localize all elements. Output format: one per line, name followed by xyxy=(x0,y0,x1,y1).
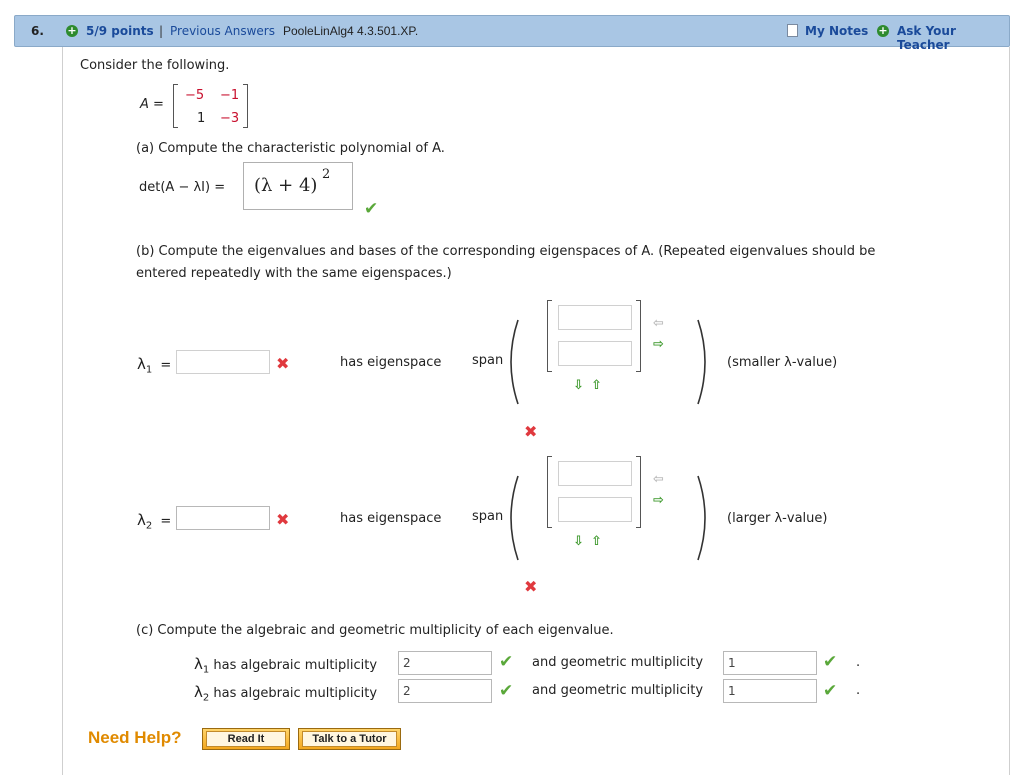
talk-tutor-button[interactable] xyxy=(298,728,401,750)
ask-teacher-link[interactable]: Ask Your Teacher xyxy=(897,24,956,52)
period: . xyxy=(856,655,861,670)
need-help-label: Need Help? xyxy=(88,728,182,747)
matrix-right-bracket xyxy=(243,84,248,128)
correct-check-icon: ✔ xyxy=(823,681,838,701)
geometric-label: and geometric multiplicity xyxy=(532,655,704,670)
remove-column-arrow-icon[interactable]: ⇦ xyxy=(653,316,664,331)
lambda-symbol: λ xyxy=(137,355,146,373)
eigenvector2-entry1-input[interactable] xyxy=(558,461,632,486)
lambda-subscript: 2 xyxy=(202,692,210,704)
remove-column-arrow-icon[interactable]: ⇦ xyxy=(653,472,664,487)
matrix-cell: 1 xyxy=(197,111,206,126)
larger-lambda-note: (larger λ-value) xyxy=(727,511,828,526)
my-notes-link[interactable]: My Notes xyxy=(805,24,869,38)
add-row-arrow-icon[interactable]: ⇩ xyxy=(573,534,584,549)
lambda-symbol: λ xyxy=(194,683,203,701)
correct-check-icon: ✔ xyxy=(499,652,514,672)
has-eigenspace-label: has eigenspace xyxy=(340,355,442,370)
right-paren-icon xyxy=(694,318,714,406)
multiplicity-row2-label xyxy=(194,683,377,704)
span-label: span xyxy=(472,353,504,368)
matrix-cell: −1 xyxy=(220,88,240,103)
lambda-subscript: 1 xyxy=(202,664,210,676)
incorrect-cross-icon: ✖ xyxy=(524,422,538,441)
lambda1-input[interactable] xyxy=(176,350,270,374)
matrix-cell: −5 xyxy=(185,88,205,103)
intro-text: Consider the following. xyxy=(80,58,230,73)
equals-sign: = xyxy=(160,358,172,373)
lambda2-label xyxy=(137,511,171,532)
question-header xyxy=(14,15,1010,52)
remove-row-arrow-icon[interactable]: ⇧ xyxy=(591,534,602,549)
right-paren-icon xyxy=(694,474,714,562)
eigenvector1-entry2-input[interactable] xyxy=(558,341,632,366)
eigenvector2-entry2-input[interactable] xyxy=(558,497,632,522)
lambda-symbol: λ xyxy=(137,511,146,529)
lambda1-algebraic-input[interactable]: 2 xyxy=(398,651,492,675)
lambda-subscript: 1 xyxy=(145,364,153,376)
part-a-prompt: (a) Compute the characteristic polynomial of A. xyxy=(136,141,445,156)
period: . xyxy=(856,683,861,698)
plus-icon[interactable]: + xyxy=(67,24,77,37)
previous-answers-link[interactable]: Previous Answers xyxy=(170,24,275,38)
answer-base: (λ + 4) xyxy=(254,175,318,196)
points-text: 5/9 points xyxy=(86,24,154,38)
geometric-label: and geometric multiplicity xyxy=(532,683,704,698)
det-label: det(A − λI) = xyxy=(139,180,226,195)
matrix-cell: −3 xyxy=(220,111,240,126)
note-icon[interactable] xyxy=(787,24,798,37)
multiplicity-row1-label xyxy=(194,655,377,676)
left-paren-icon xyxy=(502,474,522,562)
incorrect-cross-icon: ✖ xyxy=(276,510,290,529)
lambda2-input[interactable] xyxy=(176,506,270,530)
matrix-label: A = xyxy=(140,97,164,112)
correct-check-icon: ✔ xyxy=(823,652,838,672)
lambda-symbol: λ xyxy=(194,655,203,673)
incorrect-cross-icon: ✖ xyxy=(524,577,538,596)
smaller-lambda-note: (smaller λ-value) xyxy=(727,355,838,370)
correct-check-icon: ✔ xyxy=(499,681,514,701)
lambda1-geometric-input[interactable]: 1 xyxy=(723,651,817,675)
characteristic-polynomial-answer[interactable] xyxy=(243,162,353,210)
incorrect-cross-icon: ✖ xyxy=(276,354,290,373)
vector-left-bracket xyxy=(547,300,552,372)
equals-sign: = xyxy=(160,514,172,529)
lambda2-geometric-input[interactable]: 1 xyxy=(723,679,817,703)
part-c-prompt: (c) Compute the algebraic and geometric multiplicity of each eigenvalue. xyxy=(136,623,614,638)
content-left-border xyxy=(62,47,63,775)
problem-code: PooleLinAlg4 4.3.501.XP. xyxy=(283,24,419,38)
question-number: 6. xyxy=(31,24,44,38)
plus-icon[interactable]: + xyxy=(878,24,888,37)
lambda1-label xyxy=(137,355,171,376)
has-eigenspace-label: has eigenspace xyxy=(340,511,442,526)
algebraic-label: has algebraic multiplicity xyxy=(213,686,378,701)
answer-exponent: 2 xyxy=(322,167,331,182)
add-column-arrow-icon[interactable]: ⇨ xyxy=(653,493,664,508)
lambda-subscript: 2 xyxy=(145,520,153,532)
part-b-prompt-line1: (b) Compute the eigenvalues and bases of the corresponding eigenspaces of A. (Repeated eigenvalues should be xyxy=(136,244,876,259)
remove-row-arrow-icon[interactable]: ⇧ xyxy=(591,378,602,393)
correct-check-icon: ✔ xyxy=(364,199,379,219)
add-column-arrow-icon[interactable]: ⇨ xyxy=(653,337,664,352)
header-separator: | xyxy=(159,24,164,38)
vector-left-bracket xyxy=(547,456,552,528)
vector-right-bracket xyxy=(636,300,641,372)
span-label: span xyxy=(472,509,504,524)
matrix-left-bracket xyxy=(173,84,178,128)
lambda2-algebraic-input[interactable]: 2 xyxy=(398,679,492,703)
read-it-button[interactable] xyxy=(202,728,290,750)
read-it-button-label: Read It xyxy=(206,731,286,747)
add-row-arrow-icon[interactable]: ⇩ xyxy=(573,378,584,393)
part-b-prompt-line2: entered repeatedly with the same eigenspaces.) xyxy=(136,266,452,281)
vector-right-bracket xyxy=(636,456,641,528)
talk-tutor-button-label: Talk to a Tutor xyxy=(302,731,397,747)
algebraic-label: has algebraic multiplicity xyxy=(213,658,378,673)
left-paren-icon xyxy=(502,318,522,406)
content-right-border xyxy=(1009,47,1010,775)
eigenvector1-entry1-input[interactable] xyxy=(558,305,632,330)
